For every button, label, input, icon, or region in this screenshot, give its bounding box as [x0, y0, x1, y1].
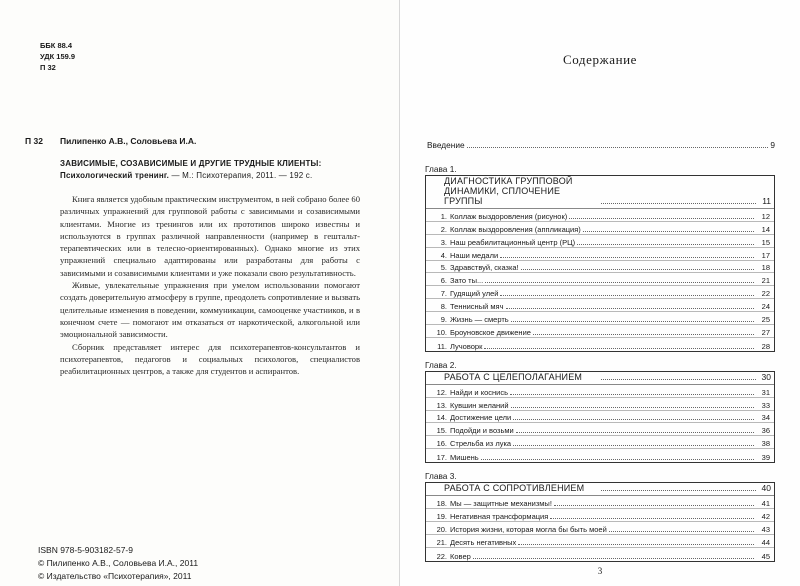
- catalog-authors: Пилипенко А.В., Соловьева И.А.: [60, 136, 197, 146]
- entry-label: Жизнь — смерть: [450, 315, 509, 325]
- chapter-title: ДИАГНОСТИКА ГРУППОВОЙ ДИНАМИКИ, СПЛОЧЕНИЕ ГРУППЫ: [444, 176, 573, 206]
- chapter-page: 40: [761, 483, 771, 494]
- chapter-box: [425, 175, 775, 352]
- toc-entry: [426, 235, 774, 248]
- toc-entry: [426, 312, 774, 325]
- dot-leader: [518, 544, 754, 545]
- dot-leader: [511, 407, 754, 408]
- toc-intro-row: [425, 138, 775, 150]
- chapter-title-row: [426, 372, 774, 385]
- table-of-contents: [425, 138, 775, 570]
- entry-label: Зато ты...: [450, 276, 484, 286]
- entry-number: 12.: [436, 387, 447, 397]
- chapter-title: РАБОТА С ЦЕЛЕПОЛАГАНИЕМ: [444, 371, 583, 382]
- dot-leader: [500, 295, 754, 296]
- bbk-code: ББК 88.4: [40, 41, 73, 50]
- toc-entry: [426, 496, 774, 509]
- dot-leader: [550, 518, 754, 519]
- chapter-number: Глава 1.: [425, 164, 457, 174]
- annotation-paragraph: Живые, увлекательные упражнения при умелом использовании помогают создать доверительную атмосферу в группе, преодолеть сопротивление и вызвать целительные изменения в поведении, коммуникации, самооценке участников, и в конечном счете — помогают им отказаться от наркотической, алкогольной или эмоциональной зависимости.: [60, 280, 360, 340]
- dot-leader: [583, 231, 754, 232]
- toc-intro-label: Введение: [427, 140, 465, 150]
- toc-entry: [426, 509, 774, 522]
- entry-number: 9.: [440, 315, 447, 325]
- toc-entry: [426, 209, 774, 222]
- chapter-title-row: [426, 176, 774, 209]
- entry-number: 10.: [436, 327, 447, 337]
- entry-number: 15.: [436, 426, 447, 436]
- copyright-publisher: © Издательство «Психотерапия», 2011: [38, 571, 192, 581]
- entry-label: Негативная трансформация: [450, 511, 549, 521]
- entry-number: 18.: [436, 499, 447, 509]
- dot-leader: [601, 203, 756, 204]
- chapter-box: [425, 371, 775, 463]
- dot-leader: [533, 334, 754, 335]
- chapter-page: 30: [761, 371, 771, 382]
- entry-page: 15: [761, 237, 770, 247]
- entry-page: 36: [761, 426, 770, 436]
- entry-number: 17.: [436, 453, 447, 463]
- entry-label: Коллаж выздоровления (аппликация): [450, 224, 581, 234]
- bibliographic-codes: [40, 40, 75, 73]
- dot-leader: [554, 505, 754, 506]
- dot-leader: [521, 269, 754, 270]
- page-number: 3: [597, 566, 603, 576]
- entry-label: Лучоворк: [450, 341, 483, 351]
- entry-page: 41: [761, 499, 770, 509]
- catalog-title: [60, 158, 360, 182]
- entry-number: 13.: [436, 400, 447, 410]
- toc-entry: [426, 222, 774, 235]
- toc-entry: [426, 286, 774, 299]
- toc-heading: Содержание: [562, 52, 638, 67]
- toc-intro-page: 9: [770, 140, 775, 150]
- entry-number: 4.: [440, 250, 447, 260]
- entry-label: Десять негативных: [450, 537, 517, 547]
- toc-entry: [426, 535, 774, 548]
- chapter-page: 11: [762, 196, 772, 206]
- chapter-number: Глава 2.: [425, 359, 457, 370]
- entry-page: 45: [761, 551, 770, 561]
- entry-label: Наш реабилитационный центр (РЦ): [450, 237, 576, 247]
- entry-page: 44: [761, 537, 770, 547]
- right-page: [400, 0, 800, 586]
- author-mark: П 32: [40, 63, 56, 72]
- entry-label: Мишень: [450, 453, 479, 463]
- publisher-info: — М.: Психотерапия, 2011. — 192 с.: [171, 171, 313, 180]
- isbn: ISBN 978-5-903182-57-9: [38, 545, 133, 555]
- entry-number: 5.: [440, 263, 447, 273]
- entry-page: 34: [761, 413, 770, 423]
- entry-page: 14: [761, 224, 770, 234]
- annotation-paragraph: Сборник представляет интерес для психотерапевтов-консультантов и психотерапевтов, педагогов и социальных психологов, специалистов реабилитационных центров, а также для студентов и аспирантов.: [60, 341, 360, 377]
- toc-entry: [426, 338, 774, 351]
- chapter-box: [425, 482, 775, 561]
- dot-leader: [601, 379, 756, 380]
- dot-leader: [511, 321, 754, 322]
- annotation-paragraph: Книга является удобным практическим инструментом, в ней собрано более 60 различных упражнений для групповой работы с зависимыми и созависимыми клиентами. Многие из тренингов или их прототипов широко известны и используются в группах различной направленности (например в гештальт-терапевтических или в телесно-ориентированных). Однако многие из этих упражнений специально адаптированы или разработаны для работы с зависимыми и созависимыми клиентами и уже показали свою результативность.: [60, 194, 360, 278]
- dot-leader: [484, 348, 754, 349]
- dot-leader: [513, 445, 754, 446]
- entry-label: Найди и коснись: [450, 387, 508, 397]
- toc-entry: [426, 325, 774, 338]
- entry-label: История жизни, которая могла бы быть моей: [450, 524, 607, 534]
- chapter-title: РАБОТА С СОПРОТИВЛЕНИЕМ: [444, 483, 585, 494]
- dot-leader: [510, 394, 754, 395]
- dot-leader: [609, 531, 754, 532]
- toc-entry: [426, 423, 774, 436]
- entry-page: 38: [761, 439, 770, 449]
- entry-page: 31: [761, 387, 770, 397]
- entry-page: 28: [761, 341, 770, 351]
- entry-label: Мы — защитные механизмы!: [450, 499, 552, 509]
- toc-entry: [426, 548, 774, 561]
- toc-entry: [426, 273, 774, 286]
- dot-leader: [569, 218, 754, 219]
- entry-page: 18: [761, 263, 770, 273]
- toc-entry: [426, 411, 774, 424]
- entry-number: 7.: [440, 289, 447, 299]
- toc-chapters: [425, 164, 775, 562]
- toc-entry: [426, 398, 774, 411]
- entry-label: Здравствуй, сказка!: [450, 263, 519, 273]
- toc-chapter: [425, 471, 775, 561]
- entry-page: 21: [761, 276, 770, 286]
- entry-number: 6.: [440, 276, 447, 286]
- entry-number: 1.: [440, 211, 447, 221]
- entry-label: Ковер: [450, 551, 471, 561]
- entry-number: 22.: [436, 551, 447, 561]
- entry-label: Теннисный мяч: [450, 302, 504, 312]
- entry-page: 43: [761, 524, 770, 534]
- entry-page: 24: [761, 302, 770, 312]
- entry-page: 22: [761, 289, 770, 299]
- entry-number: 16.: [436, 439, 447, 449]
- entry-number: 11.: [437, 341, 447, 351]
- entry-label: Броуновское движение: [450, 327, 531, 337]
- chapter-title-row: [426, 483, 774, 496]
- dot-leader: [485, 282, 754, 283]
- copyright-authors: © Пилипенко А.В., Соловьева И.А., 2011: [38, 558, 199, 568]
- entry-page: 12: [761, 211, 770, 221]
- entry-page: 25: [761, 315, 770, 325]
- entry-page: 39: [761, 453, 770, 463]
- entry-label: Подойди и возьми: [450, 426, 514, 436]
- toc-chapter: [425, 164, 775, 352]
- toc-entry: [426, 248, 774, 261]
- toc-entry: [426, 436, 774, 449]
- entry-label: Гудящий улей: [450, 289, 499, 299]
- toc-entry: [426, 261, 774, 274]
- toc-entry: [426, 449, 774, 462]
- entry-number: 14.: [436, 413, 447, 423]
- dot-leader: [506, 308, 755, 309]
- annotation: [60, 193, 360, 377]
- entry-page: 33: [761, 400, 770, 410]
- entry-label: Стрельба из лука: [450, 439, 512, 449]
- toc-entry: [426, 385, 774, 398]
- entry-number: 2.: [440, 224, 447, 234]
- dot-leader: [516, 432, 754, 433]
- imprint-block: [38, 544, 198, 583]
- entry-page: 42: [761, 511, 770, 521]
- dot-leader: [481, 459, 754, 460]
- toc-chapter: [425, 360, 775, 463]
- entry-page: 27: [761, 327, 770, 337]
- dot-leader: [601, 490, 756, 491]
- entry-number: 3.: [440, 237, 447, 247]
- entry-number: 8.: [440, 302, 447, 312]
- dot-leader: [513, 419, 754, 420]
- toc-entry: [426, 299, 774, 312]
- entry-label: Наши медали: [450, 250, 499, 260]
- entry-label: Достижение цели: [450, 413, 512, 423]
- entry-page: 17: [761, 250, 770, 260]
- entry-number: 21.: [436, 537, 447, 547]
- entry-label: Кувшин желаний: [450, 400, 509, 410]
- entry-label: Коллаж выздоровления (рисунок): [450, 211, 568, 221]
- catalog-code: П 32: [25, 136, 43, 146]
- entry-number: 19.: [436, 511, 447, 521]
- dot-leader: [500, 257, 754, 258]
- dot-leader: [467, 147, 769, 148]
- dot-leader: [473, 558, 754, 559]
- book-title: ЗАВИСИМЫЕ, СОЗАВИСИМЫЕ И ДРУГИЕ ТРУДНЫЕ КЛИЕНТЫ: Психологический тренинг.: [60, 159, 322, 180]
- dot-leader: [577, 244, 754, 245]
- toc-entry: [426, 522, 774, 535]
- chapter-number: Глава 3.: [425, 471, 457, 482]
- entry-number: 20.: [436, 524, 447, 534]
- udk-code: УДК 159.9: [40, 52, 76, 61]
